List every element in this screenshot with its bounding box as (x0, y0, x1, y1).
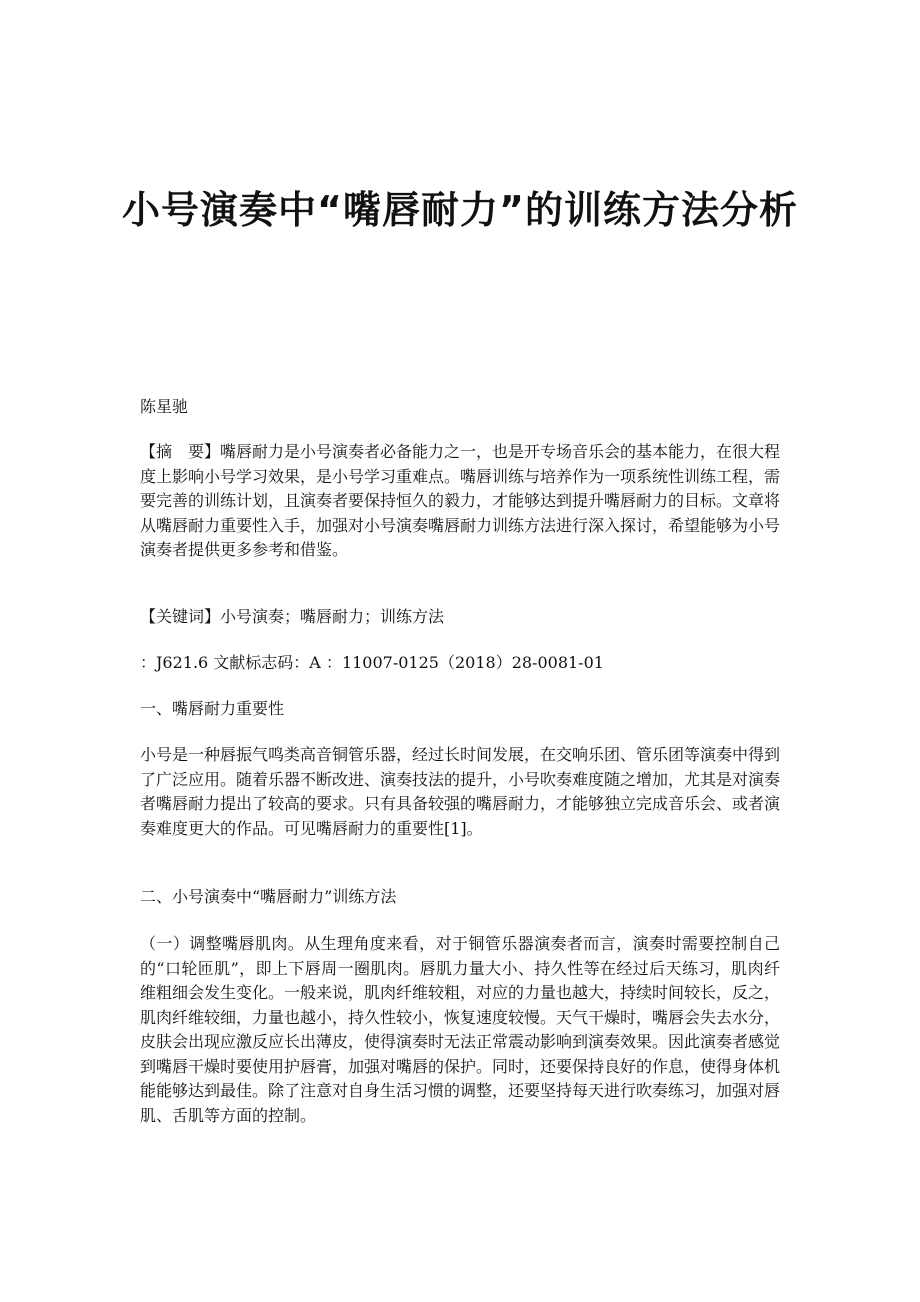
section-1-paragraph: 小号是一种唇振气鸣类高音铜管乐器，经过长时间发展，在交响乐团、管乐团等演奏中得到了广泛应用。随着乐器不断改进、演奏技法的提升，小号吹奏难度随之增加，尤其是对演奏者嘴唇耐力提出了较高的要求。只有具备较强的嘴唇耐力，才能够独立完成音乐会、或者演奏难度更大的作品。可见嘴唇耐力的重要性[1]。 (140, 745, 781, 838)
section-2-paragraph: （一）调整嘴唇肌肉。从生理角度来看，对于铜管乐器演奏者而言，演奏时需要控制自己的“口轮匝肌”，即上下唇周一圈肌肉。唇肌力量大小、持久性等在经过后天练习，肌肉纤维粗细会发生变化。一般来说，肌肉纤维较粗，对应的力量也越大，持续时间较长，反之，肌肉纤维较细，力量也越小，持久性较小，恢复速度较慢。天气干燥时，嘴唇会失去水分，皮肤会出现应激反应长出薄皮，使得演奏时无法正常震动影响到演奏效果。因此演奏者感觉到嘴唇干燥时要使用护唇膏，加强对嘴唇的保护。同时，还要保持良好的作息，使得身体机能能够达到最佳。除了注意对自身生活习惯的调整，还要坚持每天进行吹奏练习，加强对唇肌、舌肌等方面的控制。 (140, 934, 781, 1125)
keywords-line: 【关键词】小号演奏；嘴唇耐力；训练方法 (140, 607, 445, 626)
classification-line: ：J621.6 文献标志码：A ：11007-0125（2018）28-0081-01 (140, 653, 604, 672)
document-title: 小号演奏中“嘴唇耐力”的训练方法分析 (122, 188, 798, 232)
abstract-paragraph: 【摘 要】嘴唇耐力是小号演奏者必备能力之一，也是开专场音乐会的基本能力，在很大程度上影响小号学习效果，是小号学习重难点。嘴唇训练与培养作为一项系统性训练工程，需要完善的训练计划，且演奏者要保持恒久的毅力，才能够达到提升嘴唇耐力的目标。文章将从嘴唇耐力重要性入手，加强对小号演奏嘴唇耐力训练方法进行深入探讨，希望能够为小号演奏者提供更多参考和借鉴。 (140, 442, 781, 559)
section-heading-1: 一、嘴唇耐力重要性 (140, 699, 285, 718)
section-heading-2: 二、小号演奏中“嘴唇耐力”训练方法 (140, 887, 397, 906)
author-name: 陈星驰 (140, 397, 189, 416)
